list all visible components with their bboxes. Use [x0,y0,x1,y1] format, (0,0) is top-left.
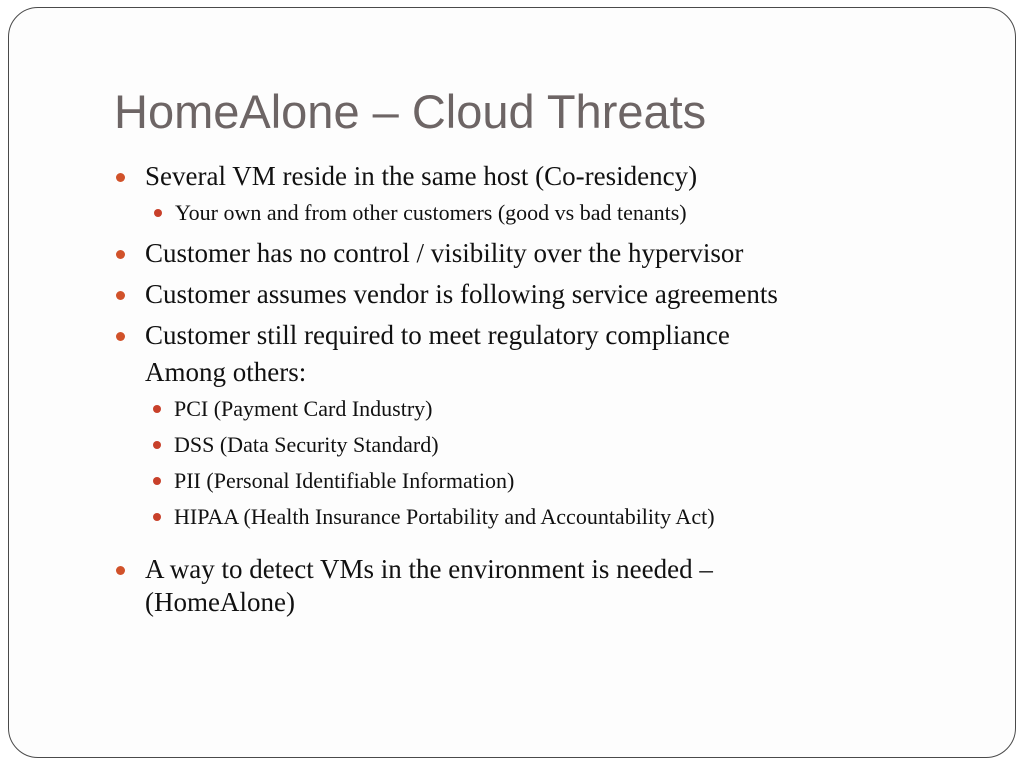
bullet-item [114,319,934,352]
compliance-item [144,429,934,461]
sub-bullet-list [145,197,934,229]
bullet-item [114,237,934,270]
slide-title: HomeAlone – Cloud Threats [114,85,707,138]
bullet-item [114,553,934,619]
spacer [114,533,934,553]
sub-bullet-dot-icon [153,477,161,485]
bullet-text: Customer has no control / visibility over the hypervisor [145,238,744,268]
sub-bullet-item [145,197,934,229]
compliance-list [114,393,934,533]
bullet-dot-icon [116,250,125,259]
final-bullet-list [114,553,934,619]
slide-content [114,160,934,627]
bullet-text-line2: (HomeAlone) [145,587,295,617]
bullet-dot-icon [116,566,125,575]
bullet-dot-icon [116,291,125,300]
compliance-text: HIPAA (Health Insurance Portability and Accountability Act) [174,504,715,529]
compliance-item [144,393,934,425]
compliance-text: PII (Personal Identifiable Information) [174,468,515,493]
compliance-item [144,465,934,497]
bullet-item [114,160,934,229]
bullet-text-line1: A way to detect VMs in the environment is needed – [145,554,713,584]
sub-bullet-dot-icon [154,209,162,217]
compliance-text: DSS (Data Security Standard) [174,432,439,457]
sub-bullet-dot-icon [153,405,161,413]
bullet-text: Several VM reside in the same host (Co-residency) [145,161,698,191]
bullet-dot-icon [116,332,125,341]
compliance-item [144,501,934,533]
bullet-list [114,160,934,352]
compliance-text: PCI (Payment Card Industry) [174,396,433,421]
bullet-dot-icon [116,173,125,182]
among-others-text: Among others: [145,357,307,387]
sub-bullet-text: Your own and from other customers (good vs bad tenants) [175,200,687,225]
sub-bullet-dot-icon [153,441,161,449]
bullet-text: Customer still required to meet regulatory compliance [145,320,730,350]
bullet-text: Customer assumes vendor is following service agreements [145,279,778,309]
sub-bullet-dot-icon [153,513,161,521]
bullet-item [114,278,934,311]
